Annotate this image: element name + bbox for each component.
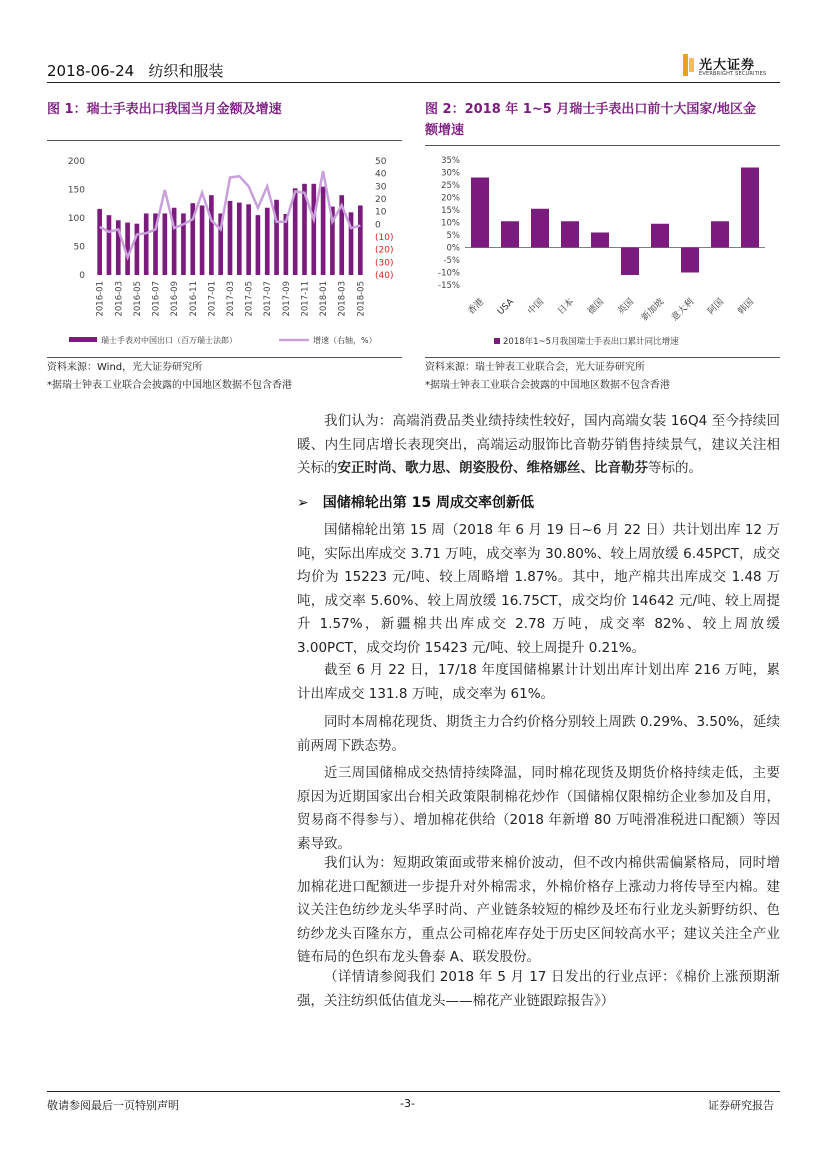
- legend2-label: 2018年1~5月我国瑞士手表出口累计同比增速: [503, 337, 679, 347]
- bar-2016-06: [144, 213, 149, 275]
- bar-新加坡: [651, 224, 669, 248]
- y-tick-35%: 35%: [441, 156, 460, 166]
- figure2-top-rule: [425, 145, 780, 146]
- figure2-note: *据瑞士钟表工业联合会披露的中国地区数据不包含香港: [425, 380, 670, 391]
- x-tick-2017-03: 2017-03: [226, 281, 236, 317]
- bar-阿国: [711, 221, 729, 247]
- figure1-note: *据瑞士钟表工业联合会披露的中国地区数据不包含香港: [47, 380, 292, 391]
- y-tick--10%: -10%: [438, 268, 460, 279]
- company-logo: [683, 54, 779, 80]
- x-tick-2016-03: 2016-03: [114, 281, 125, 317]
- section-title: 国储棉轮出第 15 周成交率创新低: [322, 495, 534, 511]
- p1-text-a: 我们认为：高端消费品类业绩持续性较好，国内高端女装 16Q4 至今持续回暖、内生同店增长表现突出，高端运动服饰比音勒芬销售持续景气，建议关注相关标的: [297, 413, 780, 476]
- bar-2017-04: [237, 203, 242, 275]
- footer-report-type: 证券研究报告: [708, 1099, 774, 1112]
- bar-2017-01: [209, 195, 214, 275]
- bar-中国: [531, 209, 549, 248]
- legend2-swatch: [494, 338, 500, 344]
- bar-2017-12: [311, 184, 316, 275]
- paragraph-reasons: 近三周国储棉成交热情持续降温，同时棉花现货及期货价格持续走低，主要原因为近期国家出台相关政策限制棉花炒作（国储棉仅限棉纺企业参加及自用，贸易商不得参与）、增加棉花供给（2018 年新增 80 万吨滑准税进口配额）等因素导致。: [297, 765, 780, 852]
- paragraph-conclusion-1: [297, 410, 780, 481]
- figure1-chart: [47, 145, 402, 355]
- right-tick-(20): (20): [375, 245, 394, 256]
- figure2-source: 资料来源：瑞士钟表工业联合会，光大证券研究所: [425, 362, 645, 373]
- bar-2016-08: [163, 213, 168, 275]
- right-tick-10: 10: [375, 207, 387, 218]
- header-date-sector: [47, 60, 224, 81]
- section-arrow-icon: ➢: [297, 495, 309, 511]
- bar-意大利: [681, 248, 699, 273]
- x-tick-2016-07: 2016-07: [151, 281, 162, 317]
- left-tick-50: 50: [73, 242, 85, 253]
- x-label-日本: 日本: [556, 297, 577, 317]
- x-label-韩国: 韩国: [736, 297, 757, 317]
- x-label-意大利: 意大利: [669, 297, 697, 324]
- figure2-title-line2: 额增速: [425, 123, 465, 138]
- bar-2016-12: [200, 205, 205, 275]
- right-tick-50: 50: [375, 157, 387, 167]
- bar-2016-02: [107, 215, 112, 275]
- right-tick-20: 20: [375, 195, 387, 205]
- right-tick-0: 0: [375, 220, 381, 231]
- y-tick-30%: 30%: [441, 168, 460, 179]
- bar-2016-05: [135, 224, 140, 275]
- right-tick-30: 30: [375, 182, 387, 193]
- logo-cn-text: 光大证券: [699, 58, 756, 73]
- right-tick-(40): (40): [375, 271, 394, 281]
- x-tick-2016-11: 2016-11: [188, 281, 199, 317]
- legend-bar-label: 瑞士手表对中国出口（百万瑞士法郎）: [101, 336, 237, 345]
- p1-highlight-stocks: 安正时尚、歌力思、朗姿股份、维格娜丝、比音勒芬: [337, 460, 648, 476]
- logo-en-text: EVERBRIGHT SECURITIES: [699, 71, 767, 77]
- x-tick-2016-05: 2016-05: [132, 281, 143, 317]
- bar-2016-01: [97, 209, 102, 275]
- x-tick-2018-03: 2018-03: [337, 281, 348, 317]
- footer-disclaimer: 敬请参阅最后一页特别声明: [47, 1099, 179, 1112]
- figure1-source: 资料来源：Wind，光大证券研究所: [47, 362, 203, 373]
- y-tick--15%: -15%: [438, 281, 460, 291]
- bar-2017-10: [293, 188, 298, 275]
- y-tick-10%: 10%: [441, 218, 460, 229]
- logo-mark-icon: [683, 54, 695, 76]
- left-tick-200: 200: [67, 157, 85, 167]
- x-label-德国: 德国: [586, 297, 607, 317]
- bar-2017-03: [228, 201, 233, 275]
- footer-rule: [47, 1091, 780, 1092]
- right-tick-(30): (30): [375, 258, 394, 269]
- bar-英国: [621, 248, 639, 276]
- y-tick-25%: 25%: [441, 181, 460, 191]
- x-label-新加坡: 新加坡: [639, 297, 667, 324]
- bar-2017-07: [265, 208, 270, 275]
- paragraph-prices: 同时本周棉花现货、期货主力合约价格分别较上周跌 0.29%、3.50%，延续前两周下跌态势。: [297, 714, 780, 754]
- x-tick-2017-05: 2017-05: [244, 281, 255, 317]
- x-label-香港: 香港: [466, 297, 487, 317]
- x-tick-2017-09: 2017-09: [281, 281, 292, 317]
- x-label-中国: 中国: [526, 297, 547, 317]
- right-tick-(10): (10): [375, 233, 394, 243]
- bar-香港: [471, 178, 489, 248]
- paragraph-conclusion-2: 我们认为：短期政策面或带来棉价波动，但不改内棉供需偏紧格局，同时增加棉花进口配额进一步提升对外棉需求，外棉价格存上涨动力将传导至内棉。建议关注色纺纱龙头华孚时尚、产业链条较短的棉纱及坯布行业龙头新野纺织、色纺纱龙头百隆东方，重点公司棉花库存处于历史区间较高水平；建议关注全产业链布局的色织布龙头鲁泰 A、联发股份。: [297, 855, 780, 965]
- p1-text-b: 等标的。: [648, 460, 702, 476]
- bar-USA: [501, 221, 519, 247]
- figure2-legend: [494, 336, 679, 347]
- header-sector: 纺织和服装: [148, 62, 224, 80]
- bar-德国: [591, 233, 609, 248]
- bar-2018-05: [358, 205, 363, 275]
- header-date: 2018-06-24: [47, 62, 135, 80]
- figure2-title-line1: 图 2：2018 年 1~5 月瑞士手表出口前十大国家/地区金: [425, 102, 757, 117]
- x-label-阿国: 阿国: [706, 297, 727, 317]
- section-heading: [297, 492, 534, 512]
- x-tick-2016-01: 2016-01: [95, 281, 106, 317]
- bar-2018-01: [321, 187, 326, 275]
- y-tick-0%: 0%: [446, 243, 460, 254]
- bar-韩国: [741, 168, 759, 248]
- bar-2017-09: [284, 214, 289, 275]
- bar-2017-06: [256, 215, 261, 275]
- header-rule: [47, 82, 780, 83]
- figure2-bottom-rule: [425, 357, 780, 358]
- x-tick-2018-01: 2018-01: [319, 281, 330, 317]
- footer-page-number: -3-: [400, 1097, 415, 1110]
- bar-2017-05: [246, 204, 251, 275]
- paragraph-cumulative: 截至 6 月 22 日，17/18 年度国储棉累计计划出库计划出库 216 万吨，累计出库成交 131.8 万吨，成交率为 61%。: [297, 662, 780, 702]
- legend-bar-swatch: [69, 337, 97, 342]
- bar-日本: [561, 221, 579, 247]
- x-tick-2017-01: 2017-01: [207, 281, 218, 317]
- left-tick-150: 150: [67, 185, 85, 196]
- x-tick-2017-11: 2017-11: [300, 281, 311, 317]
- right-tick-40: 40: [375, 169, 387, 180]
- figure1-title: 图 1：瑞士手表出口我国当月金额及增速: [47, 102, 282, 117]
- y-tick-15%: 15%: [441, 206, 460, 216]
- figure2-chart: [425, 150, 780, 355]
- x-tick-2017-07: 2017-07: [263, 281, 274, 317]
- y-tick--5%: -5%: [443, 256, 460, 266]
- left-tick-0: 0: [79, 271, 85, 281]
- x-tick-2016-09: 2016-09: [170, 281, 181, 317]
- figure1-legend: [69, 335, 377, 346]
- paragraph-auction-details: 国储棉轮出第 15 周（2018 年 6 月 19 日~6 月 22 日）共计划出库 12 万吨，实际出库成交 3.71 万吨，成交率为 30.80%、较上周放缓 6.45PCT，成交均价为 15223 元/吨、较上周略增 1.87%。其中，地产棉共出库成交 1.48 万吨，成交率 5.60%、较上周放缓 16.75CT，成交均价 14642 元/吨、较上周提升 1.57%，新疆棉共出库成交 2.78 万吨，成交率 82%、较上周放缓 3.00PCT，成交均价 15423 元/吨、较上周提升 0.21%。: [297, 522, 780, 656]
- y-tick-20%: 20%: [441, 193, 460, 204]
- x-label-英国: 英国: [616, 297, 637, 317]
- figure1-bottom-rule: [47, 357, 402, 358]
- figure1-top-rule: [47, 140, 402, 141]
- legend-line-label: 增速（右轴，%）: [313, 336, 377, 345]
- left-tick-100: 100: [67, 214, 85, 224]
- x-tick-2018-05: 2018-05: [356, 281, 367, 317]
- paragraph-reference: （详情请参阅我们 2018 年 5 月 17 日发出的行业点评：《棉价上涨预期渐强，关注纺织低估值龙头——棉花产业链跟踪报告》）: [297, 969, 780, 1009]
- y-tick-5%: 5%: [446, 231, 460, 241]
- x-label-USA: USA: [495, 297, 517, 318]
